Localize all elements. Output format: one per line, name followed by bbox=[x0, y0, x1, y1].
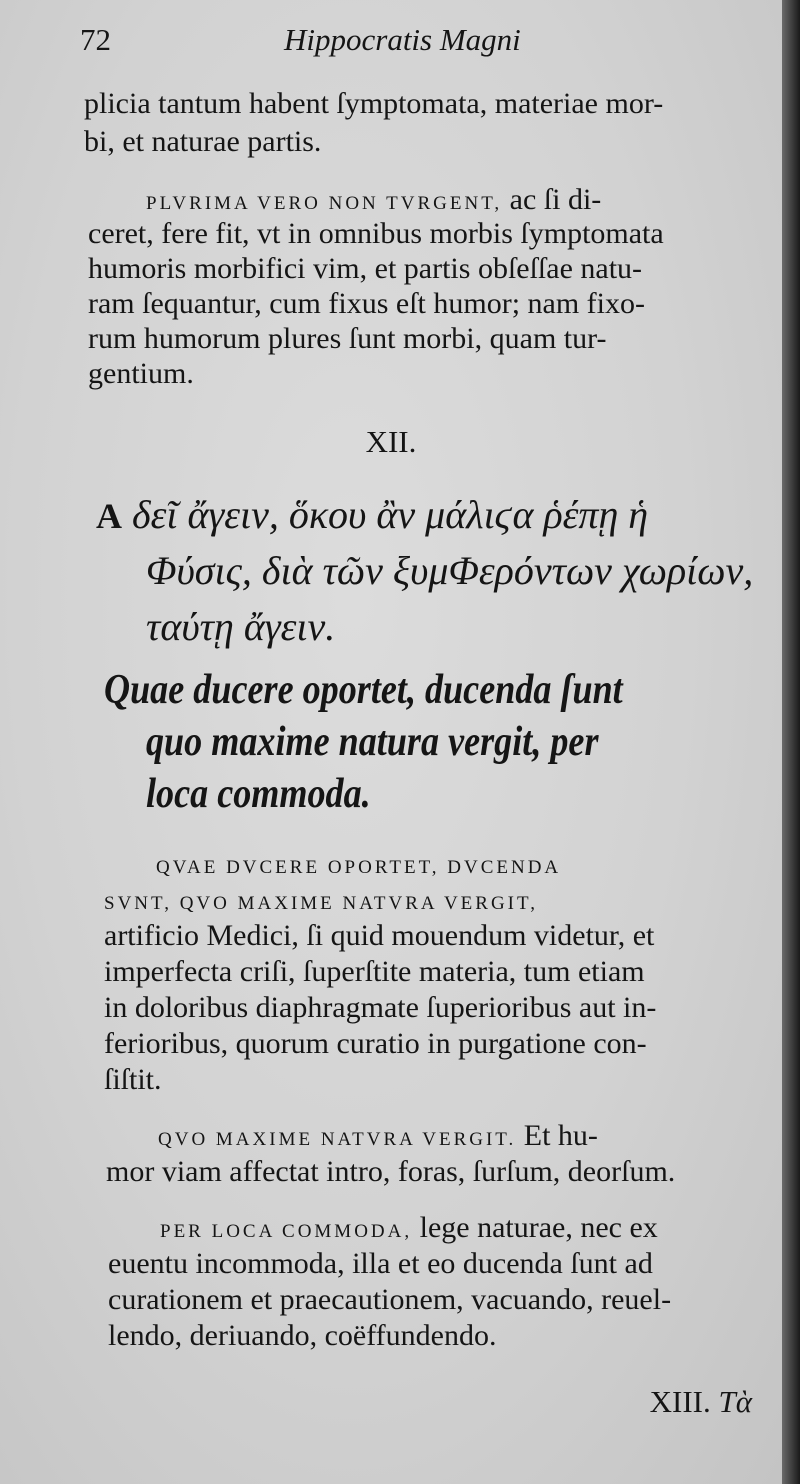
small-caps-line bbox=[104, 882, 538, 922]
running-head bbox=[80, 22, 740, 66]
section-heading: XII. bbox=[365, 424, 417, 459]
paragraph-first-line bbox=[160, 1210, 658, 1250]
text-line: ram ſequantur, cum fixus eſt humor; nam fixo- bbox=[88, 287, 645, 320]
text-run: δεῖ ἄγειν, ὅκου ἂν μάλιϛα ῥέπῃ ἡ bbox=[132, 492, 649, 537]
text-line: lendo, deriuando, coëffundendo. bbox=[108, 1319, 497, 1352]
catchword bbox=[650, 1384, 752, 1420]
small-caps-lead: QVAE DVCERE OPORTET, DVCENDA bbox=[156, 857, 562, 878]
catchword-greek: Τὰ bbox=[718, 1384, 752, 1419]
text-line: bi, et naturae partis. bbox=[84, 125, 322, 158]
text-line: ferioribus, quorum curatio in purgatione con- bbox=[104, 1027, 647, 1060]
text-line: ceret, fere fit, vt in omnibus morbis ſymptomata bbox=[88, 217, 664, 250]
paragraph-first-line bbox=[158, 1118, 598, 1158]
greek-line: Φύσις, διὰ τῶν ξυμΦερόντων χωρίων, bbox=[146, 548, 754, 593]
catchword-roman: XIII. bbox=[649, 1384, 711, 1419]
greek-initial: A bbox=[96, 496, 122, 536]
page-number: 72 bbox=[80, 22, 111, 57]
running-head-title: Hippocratis Magni bbox=[284, 22, 521, 57]
text-run: Et hu- bbox=[523, 1119, 598, 1152]
small-caps-line bbox=[156, 846, 561, 886]
text-line: humoris morbifici vim, et partis obſeſſae natu- bbox=[88, 252, 643, 285]
latin-translation-line: Quae ducere oportet, ducenda ſunt bbox=[104, 667, 623, 713]
greek-line: ταύτῃ ἄγειν. bbox=[146, 604, 336, 649]
text-line: rum humorum plures ſunt morbi, quam tur- bbox=[88, 322, 607, 355]
text-line: ſiſtit. bbox=[104, 1063, 162, 1096]
small-caps-lead: PER LOCA COMMODA, bbox=[160, 1221, 413, 1242]
latin-translation-line: quo maxime natura vergit, per bbox=[146, 719, 599, 765]
small-caps-lead: QVO MAXIME NATVRA VERGIT. bbox=[158, 1129, 517, 1150]
text-line: in doloribus diaphragmate ſuperioribus aut in- bbox=[104, 991, 657, 1024]
small-caps-lead: SVNT, QVO MAXIME NATVRA VERGIT, bbox=[104, 893, 538, 914]
latin-translation-line: loca commoda. bbox=[146, 771, 371, 817]
text-line: artificio Medici, ſi quid mouendum videtur, et bbox=[104, 919, 655, 952]
text-line: gentium. bbox=[88, 357, 194, 390]
text-run: ac ſi di- bbox=[509, 183, 602, 216]
text-run: lege naturae, nec ex bbox=[419, 1211, 658, 1244]
text-line: mor viam affectat intro, foras, ſurſum, deorſum. bbox=[106, 1155, 676, 1188]
text-line: plicia tantum habent ſymptomata, materiae mor- bbox=[84, 87, 664, 120]
text-line: euentu incommoda, illa et eo ducenda ſunt ad bbox=[108, 1247, 653, 1280]
page-edge-shadow bbox=[782, 0, 800, 1484]
greek-line bbox=[96, 490, 648, 541]
small-caps-lead: PLVRIMA VERO NON TVRGENT, bbox=[146, 193, 503, 214]
text-line: curationem et praecautionem, vacuando, reuel- bbox=[108, 1283, 672, 1316]
text-line: imperfecta criſi, ſuperſtite materia, tum etiam bbox=[104, 955, 645, 988]
